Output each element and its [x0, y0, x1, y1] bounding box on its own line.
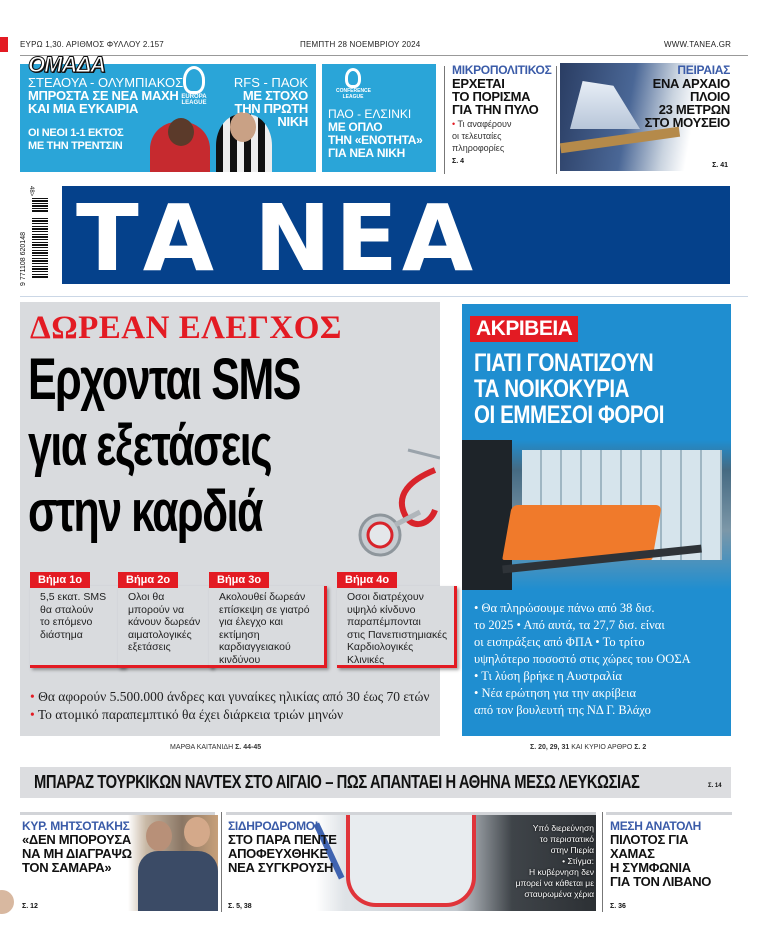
column-divider — [602, 812, 603, 912]
mikropolitikos-sub-1: Τι αναφέρουν — [457, 119, 512, 129]
step-4-line: Οσοι διατρέχουν — [347, 591, 424, 603]
europa-story1-kicker: ΣΤΕΑΟΥΑ - ΟΛΥΜΠΙΑΚΟΣ — [28, 75, 184, 90]
europa-league-label: EUROPA LEAGUE — [181, 94, 207, 106]
page-corner-mark — [0, 890, 14, 914]
mikropolitikos-page-ref: Σ. 4 — [452, 158, 464, 165]
akriveia-page-ref — [530, 744, 646, 751]
peiraias-kicker: ΠΕΙΡΑΙΑΣ — [677, 63, 730, 77]
main-headline-1: Ερχονται SMS — [28, 347, 300, 412]
trains-side-line: στην Πιερία — [550, 845, 594, 855]
step-2-line: αιματολογικές — [128, 628, 192, 641]
teaser-mitsotakis[interactable] — [20, 815, 215, 911]
byline-author: ΜΑΡΘΑ ΚΑΙΤΑΝΙΔΗ — [170, 744, 234, 751]
middle-east-kicker: ΜΕΣΗ ΑΝΑΤΟΛΗ — [610, 819, 701, 833]
europa-story2-kicker: RFS - ΠΑΟΚ — [233, 75, 308, 90]
middle-east-page-ref: Σ. 36 — [610, 903, 626, 910]
trophy-icon — [345, 68, 361, 88]
trains-side-line: Υπό διερεύνηση — [532, 823, 594, 833]
conference-league-logo — [336, 68, 370, 100]
trains-kicker: ΣΙΔΗΡΟΔΡΟΜΟΙ — [228, 819, 318, 833]
akriveia-page-ref-a: Σ. 20, 29, 31 — [530, 744, 570, 751]
price-issue: ΕΥΡΩ 1,30. ΑΡΙΘΜΟΣ ΦΥΛΛΟΥ 2.157 — [20, 40, 164, 49]
red-corner-tab — [0, 37, 8, 52]
mitsotakis-headline-2: ΝΑ ΜΗ ΔΙΑΓΡΑΨΩ — [22, 846, 132, 861]
step-3-line: κινδύνου — [219, 653, 261, 666]
akriveia-text-line: • Θα πληρώσουμε πάνω από 38 δισ. — [474, 601, 655, 615]
akriveia-text-line: • Τι λύση βρήκε η Αυστραλία — [474, 669, 622, 683]
middle-east-headline-3: ΓΙΑ ΤΟΝ ΛΙΒΑΝΟ — [610, 874, 712, 889]
column-divider — [556, 66, 557, 174]
step-3 — [209, 572, 327, 668]
akriveia-page-ref-b: Σ. 2 — [634, 744, 647, 751]
step-4-tag: Βήμα 4ο — [337, 572, 397, 588]
mikropolitikos-sub-2: οι τελευταίες — [452, 131, 502, 141]
bullet-icon: • — [452, 119, 458, 129]
supermarket-cart-photo — [462, 440, 731, 590]
bullet-icon: • — [30, 707, 38, 722]
ancient-ship-sails-photo — [570, 81, 640, 129]
ancient-ship-hull-photo — [560, 127, 680, 154]
step-4-line: στις Πανεπιστημιακές — [347, 628, 448, 641]
mikropolitikos-sub-3: πληροφορίες — [452, 143, 505, 153]
trains-side-line: Η κυβέρνηση δεν — [529, 867, 594, 877]
trains-headline-1: ΣΤΟ ΠΑΡΑ ΠΕΝΤΕ — [228, 832, 337, 847]
step-4-line: υψηλό κίνδυνο — [347, 603, 416, 616]
middle-east-headline-1: ΠΙΛΟΤΟΣ ΓΙΑ ΧΑΜΑΣ — [610, 832, 689, 861]
conference-kicker: ΠΑΟ - ΕΛΣΙΝΚΙ — [328, 107, 412, 121]
sports-europa-box[interactable] — [20, 64, 316, 172]
akriveia-text-line: υψηλότερο ποσοστό στις χώρες του ΟΟΣΑ — [474, 652, 691, 666]
step-2-line: εξετάσεις — [128, 641, 171, 653]
step-1-line: θα σταλούν — [40, 603, 94, 616]
akriveia-page-ref-mid: ΚΑΙ ΚΥΡΙΟ ΑΡΘΡΟ — [571, 744, 633, 751]
akriveia-text — [474, 600, 691, 719]
europa-league-logo — [177, 66, 211, 106]
step-2 — [118, 572, 213, 668]
sports-conference-box[interactable] — [322, 64, 436, 172]
akriveia-text-line: από τον βουλευτή της ΝΔ Γ. Βλάχο — [474, 703, 651, 717]
main-page-ref: Σ. 44-45 — [235, 744, 262, 751]
trains-headline-3: ΝΕΑ ΣΥΓΚΡΟΥΣΗ — [228, 860, 334, 875]
akriveia-text-line: οι εισπράξεις από ΦΠΑ • Το τρίτο — [474, 635, 645, 649]
step-1-tag: Βήμα 1ο — [30, 572, 90, 588]
main-headline-2: για εξετάσεις — [28, 413, 272, 478]
column-divider — [221, 812, 222, 912]
website-link[interactable]: WWW.TANEA.GR — [664, 40, 732, 49]
trains-side-text — [516, 823, 594, 900]
teaser-trains[interactable] — [226, 815, 596, 911]
main-story-bullets — [30, 688, 434, 724]
bullet-icon: • — [30, 689, 39, 704]
barcode-number: 9 771108 620148 — [20, 232, 27, 286]
step-2-line: Ολοι θα — [128, 591, 165, 603]
step-2-line: μπορούν να — [128, 603, 185, 616]
europa-story2-headline-1: ΜΕ ΣΤΟΧΟ — [242, 88, 308, 103]
teaser-mikropolitikos[interactable] — [452, 63, 552, 165]
trophy-icon — [183, 66, 205, 94]
trains-page-ref: Σ. 5, 38 — [228, 903, 252, 910]
main-bullet-2: Το ατομικό παραπεμπτικό θα έχει διάρκεια τριών μηνών — [37, 707, 344, 722]
main-bullet-1: Θα αφορούν 5.500.000 άνδρες και γυναίκες ηλικίας από 30 έως 70 ετών — [38, 689, 430, 704]
trains-side-line: το περιστατικό — [539, 834, 594, 844]
step-3-line: καρδιαγγειακού — [219, 641, 291, 653]
step-3-line: Ακολουθεί δωρεάν — [219, 591, 306, 603]
conference-league-label: CONFERENCE LEAGUE — [336, 88, 372, 100]
main-headline-3: στην καρδιά — [28, 479, 263, 544]
step-3-line: επίσκεψη σε γιατρό — [219, 603, 310, 616]
step-3-tag: Βήμα 3ο — [209, 572, 269, 588]
step-1-line: διάστημα — [40, 628, 83, 641]
trains-side-line: • Στίγμα: — [562, 856, 594, 866]
conference-headline-2: ΤΗΝ «ΕΝΟΤΗΤΑ» — [328, 133, 423, 147]
olympiacos-player-photo — [150, 122, 210, 172]
mikropolitikos-headline-2: ΤΟ ΠΟΡΙΣΜΑ — [452, 89, 531, 104]
issue-date: ΠΕΜΠΤΗ 28 ΝΟΕΜΒΡΙΟΥ 2024 — [300, 40, 421, 49]
step-2-line: κάνουν δωρεάν — [128, 616, 201, 628]
akriveia-text-line: • Νέα ερώτηση για την ακρίβεια — [474, 686, 636, 700]
step-4-line: Καρδιολογικές Κλινικές — [347, 641, 414, 666]
europa-story1-headline-1: ΜΠΡΟΣΤΑ ΣΕ ΝΕΑ ΜΑΧΗ — [28, 88, 179, 103]
trains-side-line: μπορεί να κάθεται με — [515, 878, 594, 888]
barcode-addon: 48> — [28, 186, 34, 197]
mikropolitikos-headline-1: ΕΡΧΕΤΑΙ — [452, 76, 505, 91]
newspaper-title: ΤΑ ΝΕΑ — [76, 185, 478, 292]
europa-story1-sub-1: ΟΙ ΝΕΟΙ 1-1 ΕΚΤΟΣ — [28, 127, 124, 139]
teaser-peiraias[interactable] — [560, 63, 732, 171]
conference-headline-1: ΜΕ ΟΠΛΟ — [328, 120, 383, 134]
akriveia-headline — [474, 350, 664, 428]
omada-section-logo: ΟΜΑΔΑ — [28, 52, 105, 77]
step-3-line: για έλεγχο και εκτίμηση — [219, 616, 283, 641]
navtex-banner-text: ΜΠΑΡΑΖ ΤΟΥΡΚΙΚΩΝ NAVTEX ΣΤΟ ΑΙΓΑΙΟ – ΠΩΣ ΑΠΑΝΤΑΕΙ Η ΑΘΗΝΑ ΜΕΣΩ ΛΕΥΚΩΣΙΑΣ — [34, 772, 640, 792]
akriveia-text-line: το 2025 • Από αυτά, τα 27,7 δισ. είναι — [474, 618, 665, 632]
main-byline — [170, 744, 261, 751]
masthead-divider — [20, 296, 748, 297]
barcode — [22, 186, 54, 286]
mikropolitikos-kicker: ΜΙΚΡΟΠΟΛΙΤΙΚΟΣ — [452, 63, 552, 77]
navtex-page-ref: Σ. 14 — [708, 783, 722, 789]
stethoscope-icon — [340, 440, 440, 560]
mitsotakis-headline-1: «ΔΕΝ ΜΠΟΡΟΥΣΑ — [22, 832, 131, 847]
mitsotakis-headline-3: ΤΟΝ ΣΑΜΑΡΑ» — [22, 860, 112, 875]
akriveia-headline-2: ΤΑ ΝΟΙΚΟΚΥΡΙΑ — [474, 375, 630, 403]
peiraias-headline-4: ΣΤΟ ΜΟΥΣΕΙΟ — [644, 115, 730, 130]
akriveia-headline-3: ΟΙ ΕΜΜΕΣΟΙ ΦΟΡΟΙ — [474, 401, 665, 429]
peiraias-headline-1: ΕΝΑ ΑΡΧΑΙΟ — [652, 76, 730, 91]
europa-story2-headline-2: ΤΗΝ ΠΡΩΤΗ — [234, 101, 308, 116]
step-4 — [337, 572, 457, 668]
middle-east-headline-2: Η ΣΥΜΦΩΝΙΑ — [610, 860, 691, 875]
trains-side-line: σταυρωμένα χέρια — [524, 889, 594, 899]
peiraias-headline-3: 23 ΜΕΤΡΩΝ — [658, 102, 730, 117]
peiraias-headline-2: ΠΛΟΙΟ — [689, 89, 730, 104]
peiraias-page-ref: Σ. 41 — [712, 162, 728, 169]
column-divider — [444, 66, 445, 174]
teaser-middle-east[interactable] — [608, 815, 734, 911]
mitsotakis-page-ref: Σ. 12 — [22, 903, 38, 910]
conference-headline-3: ΓΙΑ ΝΕΑ ΝΙΚΗ — [328, 146, 405, 160]
europa-story1-headline-2: ΚΑΙ ΜΙΑ ΕΥΚΑΙΡΙΑ — [28, 101, 139, 116]
step-2-tag: Βήμα 2ο — [118, 572, 178, 588]
europa-story1-sub-2: ΜΕ ΤΗΝ ΤΡΕΝΤΣΙΝ — [28, 140, 123, 152]
step-1 — [30, 572, 125, 668]
politicians-photo — [128, 815, 218, 911]
top-divider — [20, 55, 748, 56]
step-4-line: παραπέμπονται — [347, 616, 421, 628]
step-1-line: το επόμενο — [40, 616, 93, 628]
mitsotakis-kicker: ΚΥΡ. ΜΗΤΣΟΤΑΚΗΣ — [22, 819, 130, 833]
mikropolitikos-headline-3: ΓΙΑ ΤΗΝ ΠΥΛΟ — [452, 102, 539, 117]
trains-headline-2: ΑΠΟΦΕΥΧΘΗΚΕ — [228, 846, 328, 861]
europa-story2-headline-3: ΝΙΚΗ — [277, 114, 308, 129]
akriveia-headline-1: ΓΙΑΤΙ ΓΟΝΑΤΙΖΟΥΝ — [474, 349, 654, 377]
main-story-kicker: ΔΩΡΕΑΝ ΕΛΕΓΧΟΣ — [30, 310, 342, 346]
akriveia-tag: ΑΚΡΙΒΕΙΑ — [470, 316, 578, 342]
step-1-line: 5,5 εκατ. SMS — [40, 591, 107, 603]
